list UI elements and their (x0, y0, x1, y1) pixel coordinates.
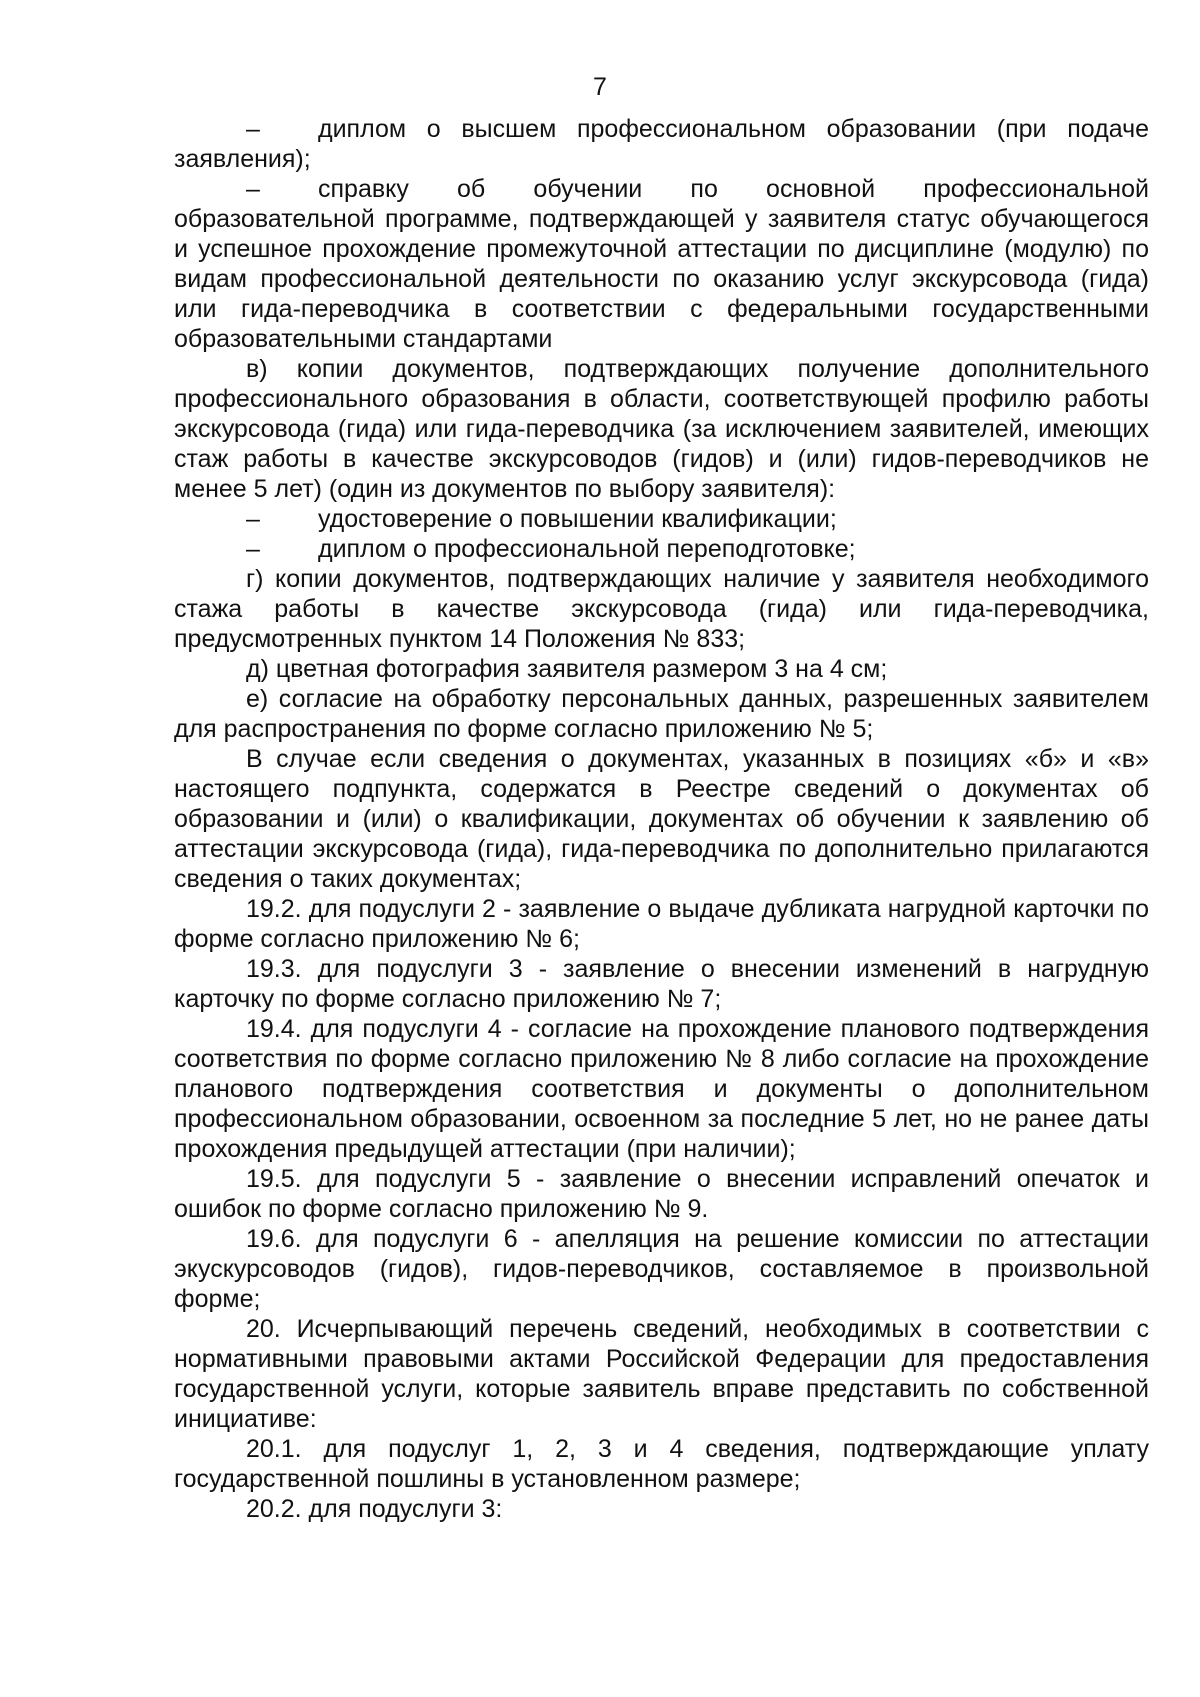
dash-item-text: диплом о высшем профессиональном образовании (при подаче заявления); (174, 115, 1149, 173)
dash-marker: – (246, 175, 260, 203)
paragraph-19-6: 19.6. для подуслуги 6 - апелляция на решение комиссии по аттестации экускурсоводов (гидов), гидов-переводчиков, составляемое в произвольной форме; (174, 1225, 1149, 1313)
page-number: 7 (593, 73, 607, 101)
dash-item-text: справку об обучении по основной профессиональной образовательной программе, подтверждающей у заявителя статус обучающегося и успешное прохождение промежуточной аттестации по дисциплине (модулю) по видам профессиональной деятельности по оказанию услуг экскурсовода (гида) или гида-переводчика в соответствии с федеральными государственными образовательными стандартами (174, 175, 1149, 353)
dash-marker: – (246, 115, 260, 143)
document-body (174, 114, 1149, 1524)
dash-item-diploma-higher-education (174, 114, 1149, 174)
paragraph-item-v: в) копии документов, подтверждающих получение дополнительного профессионального образования в области, соответствующей профилю работы экскурсовода (гида) или гида-переводчика (за исключением заявителей, имеющих стаж работы в качестве экскурсоводов (гидов) и (или) гидов-переводчиков не менее 5 лет) (один из документов по выбору заявителя): (174, 355, 1149, 503)
dash-item-retraining-diploma (174, 534, 1149, 564)
dash-item-text: диплом о профессиональной переподготовке; (318, 535, 856, 563)
paragraph-19-3: 19.3. для подуслуги 3 - заявление о внесении изменений в нагрудную карточку по форме согласно приложению № 7; (174, 955, 1149, 1013)
dash-marker: – (246, 535, 260, 563)
dash-item-text: удостоверение о повышении квалификации; (318, 505, 837, 533)
paragraph-19-2: 19.2. для подуслуги 2 - заявление о выдаче дубликата нагрудной карточки по форме согласно приложению № 6; (174, 895, 1149, 953)
dash-marker: – (246, 505, 260, 533)
paragraph-20: 20. Исчерпывающий перечень сведений, необходимых в соответствии с нормативными правовыми актами Российской Федерации для предоставления государственной услуги, которые заявитель вправе представить по собственной инициативе: (174, 1315, 1149, 1433)
paragraph-19-5: 19.5. для подуслуги 5 - заявление о внесении исправлений опечаток и ошибок по форме согласно приложению № 9. (174, 1165, 1149, 1223)
paragraph-20-2: 20.2. для подуслуги 3: (246, 1495, 503, 1523)
paragraph-item-g: г) копии документов, подтверждающих наличие у заявителя необходимого стажа работы в качестве экскурсовода (гида) или гида-переводчика, предусмотренных пунктом 14 Положения № 833; (174, 565, 1149, 653)
paragraph-registry-note: В случае если сведения о документах, указанных в позициях «б» и «в» настоящего подпункта, содержатся в Реестре сведений о документах об образовании и (или) о квалификации, документах об обучении к заявлению об аттестации экскурсовода (гида), гида-переводчика по дополнительно прилагаются сведения о таких документах; (174, 745, 1149, 893)
paragraph-19-4: 19.4. для подуслуги 4 - согласие на прохождение планового подтверждения соответствия по форме согласно приложению № 8 либо согласие на прохождение планового подтверждения соответствия и документы о дополнительном профессиональном образовании, освоенном за последние 5 лет, но не ранее даты прохождения предыдущей аттестации (при наличии); (174, 1015, 1149, 1163)
paragraph-item-e: е) согласие на обработку персональных данных, разрешенных заявителем для распространения по форме согласно приложению № 5; (174, 685, 1149, 743)
paragraph-20-1: 20.1. для подуслуг 1, 2, 3 и 4 сведения, подтверждающие уплату государственной пошлины в установленном размере; (174, 1435, 1149, 1493)
dash-item-qualification-certificate (174, 504, 1149, 534)
dash-item-study-certificate (174, 174, 1149, 354)
paragraph-item-d: д) цветная фотография заявителя размером 3 на 4 см; (246, 655, 888, 683)
